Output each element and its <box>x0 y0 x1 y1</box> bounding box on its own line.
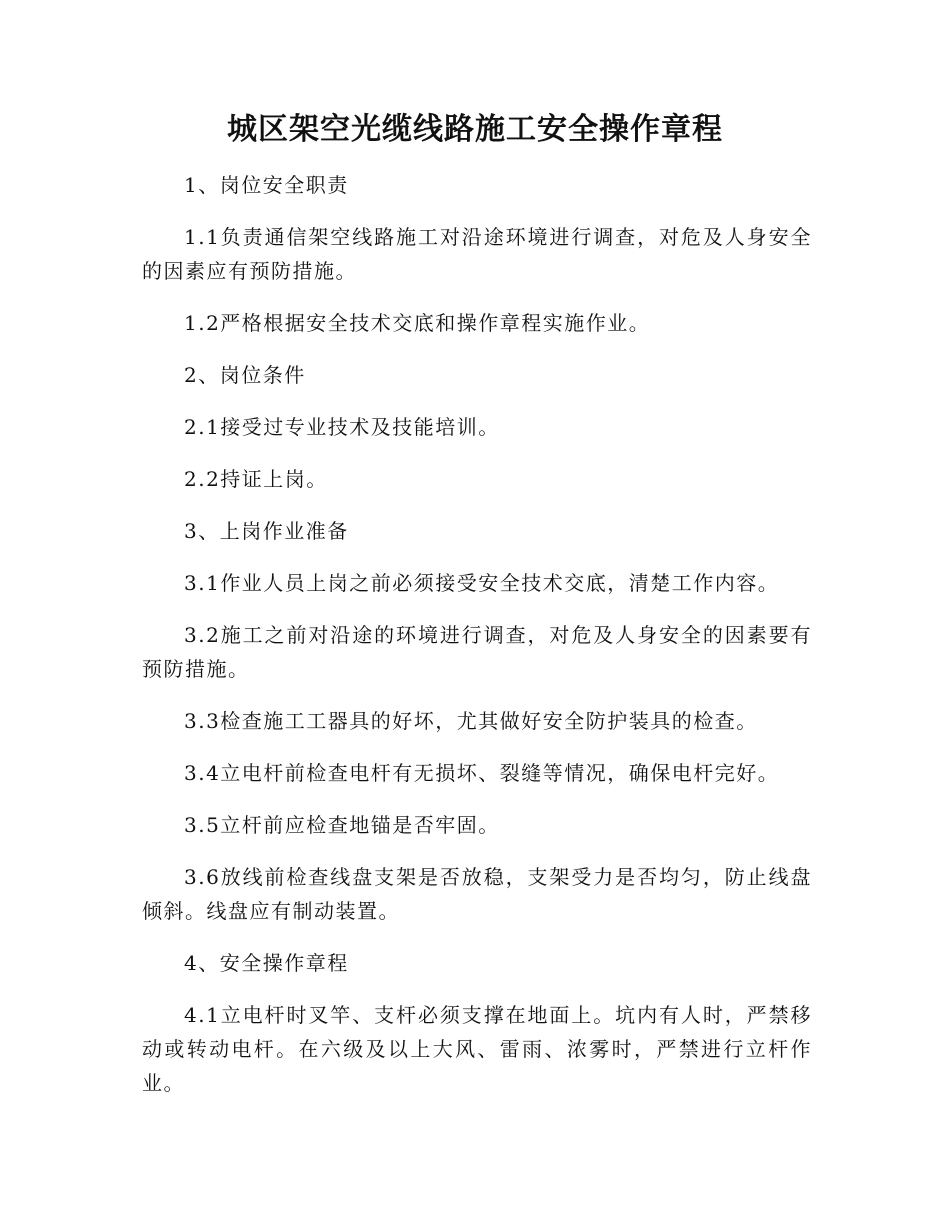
paragraph-4-1: 4.1立电杆时叉竿、支杆必须支撑在地面上。坑内有人时，严禁移动或转动电杆。在六级及以上大风、雷雨、浓雾时，严禁进行立杆作业。 <box>142 1003 812 1095</box>
paragraph-3-4: 3.4立电杆前检查电杆有无损坏、裂缝等情况，确保电杆完好。 <box>184 761 780 785</box>
section-heading-3: 3、上岗作业准备 <box>184 519 349 543</box>
paragraph-3-1: 3.1作业人员上岗之前必须接受安全技术交底，清楚工作内容。 <box>184 571 780 595</box>
paragraph-3-6: 3.6放线前检查线盘支架是否放稳，支架受力是否均匀，防止线盘倾斜。线盘应有制动装置。 <box>142 865 812 923</box>
paragraph-1-1: 1.1负责通信架空线路施工对沿途环境进行调查，对危及人身安全的因素应有预防措施。 <box>142 225 812 283</box>
paragraph-2-2: 2.2持证上岗。 <box>184 467 328 491</box>
paragraph-2-1: 2.1接受过专业技术及技能培训。 <box>184 415 500 439</box>
section-heading-1: 1、岗位安全职责 <box>184 173 349 197</box>
section-heading-2: 2、岗位条件 <box>184 363 306 387</box>
paragraph-3-3: 3.3检查施工工器具的好坏，尤其做好安全防护装具的检查。 <box>184 709 758 733</box>
paragraph-3-2: 3.2施工之前对沿途的环境进行调查，对危及人身安全的因素要有预防措施。 <box>142 623 812 681</box>
document-title: 城区架空光缆线路施工安全操作章程 <box>227 112 723 147</box>
paragraph-3-5: 3.5立杆前应检查地锚是否牢固。 <box>184 813 500 837</box>
paragraph-1-2: 1.2严格根据安全技术交底和操作章程实施作业。 <box>184 311 651 335</box>
document-body <box>142 168 812 1118</box>
section-heading-4: 4、安全操作章程 <box>184 951 349 975</box>
